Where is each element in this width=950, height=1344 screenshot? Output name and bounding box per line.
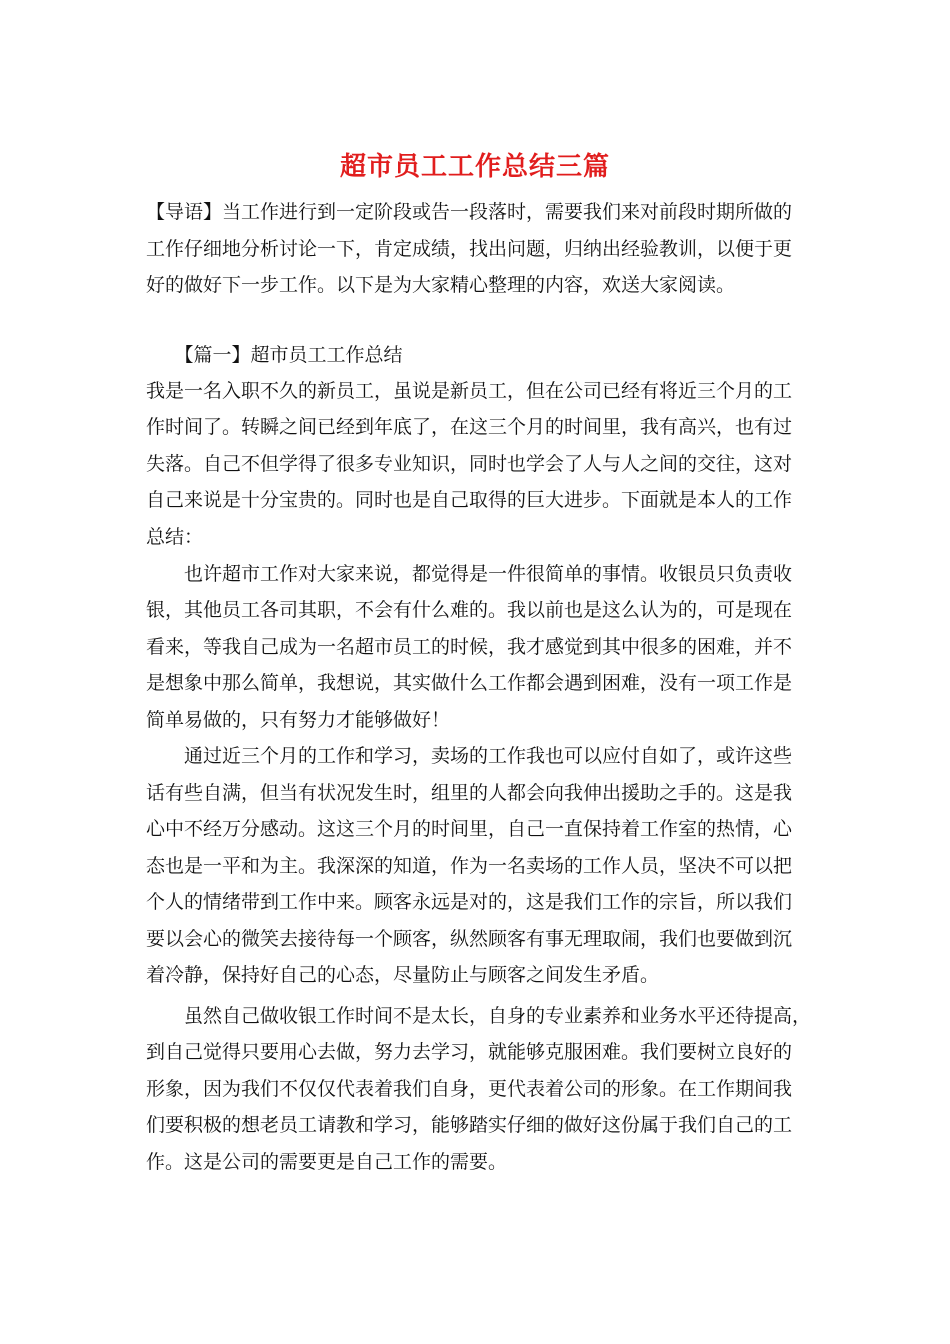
paragraph-4-line-4: 们要积极的想老员工请教和学习，能够踏实仔细的做好这份属于我们自己的工 [146,1114,793,1136]
paragraph-1-line-2: 作时间了。转瞬之间已经到年底了，在这三个月的时间里，我有高兴，也有过 [146,416,793,438]
paragraph-3-line-3: 心中不经万分感动。这这三个月的时间里，自己一直保持着工作室的热情，心 [146,818,793,840]
paragraph-3-line-4: 态也是一平和为主。我深深的知道，作为一名卖场的工作人员，坚决不可以把 [146,855,793,877]
paragraph-4-line-5: 作。这是公司的需要更是自己工作的需要。 [146,1151,508,1173]
paragraph-3-line-1: 通过近三个月的工作和学习，卖场的工作我也可以应付自如了，或许这些 [146,745,793,767]
paragraph-3-line-7: 着冷静，保持好自己的心态，尽量防止与顾客之间发生矛盾。 [146,964,660,986]
paragraph-3-line-2: 话有些自满，但当有状况发生时，组里的人都会向我伸出援助之手的。这是我 [146,782,793,804]
intro-line-3: 好的做好下一步工作。以下是为大家精心整理的内容，欢送大家阅读。 [146,274,736,296]
paragraph-2-line-5: 简单易做的，只有努力才能够做好！ [146,709,451,731]
paragraph-2-line-1: 也许超市工作对大家来说，都觉得是一件很简单的事情。收银员只负责收 [146,563,793,585]
paragraph-1-line-4: 自己来说是十分宝贵的。同时也是自己取得的巨大进步。下面就是本人的工作 [146,489,793,511]
paragraph-2-line-2: 银，其他员工各司其职，不会有什么难的。我以前也是这么认为的，可是现在 [146,599,793,621]
paragraph-4-line-1: 虽然自己做收银工作时间不是太长，自身的专业素养和业务水平还待提高， [146,1005,812,1027]
intro-line-1: 【导语】当工作进行到一定阶段或告一段落时，需要我们来对前段时期所做的 [146,201,793,223]
paragraph-3-line-5: 个人的情绪带到工作中来。顾客永远是对的，这是我们工作的宗旨，所以我们 [146,891,793,913]
document-title: 超市员工工作总结三篇 [339,152,610,182]
section-heading: 【篇一】超市员工工作总结 [146,344,403,366]
paragraph-3-line-6: 要以会心的微笑去接待每一个顾客，纵然顾客有事无理取闹，我们也要做到沉 [146,928,793,950]
intro-line-2: 工作仔细地分析讨论一下，肯定成绩，找出问题，归纳出经验教训，以便于更 [146,238,793,260]
paragraph-4-line-2: 到自己觉得只要用心去做，努力去学习，就能够克服困难。我们要树立良好的 [146,1041,793,1063]
paragraph-2-line-4: 是想象中那么简单，我想说，其实做什么工作都会遇到困难，没有一项工作是 [146,672,793,694]
paragraph-1-line-1: 我是一名入职不久的新员工，虽说是新员工，但在公司已经有将近三个月的工 [146,380,793,402]
paragraph-1-line-3: 失落。自己不但学得了很多专业知识，同时也学会了人与人之间的交往，这对 [146,453,793,475]
paragraph-4-line-3: 形象，因为我们不仅仅代表着我们自身，更代表着公司的形象。在工作期间我 [146,1078,793,1100]
paragraph-2-line-3: 看来，等我自己成为一名超市员工的时候，我才感觉到其中很多的困难，并不 [146,636,793,658]
paragraph-1-line-5: 总结： [146,526,204,548]
